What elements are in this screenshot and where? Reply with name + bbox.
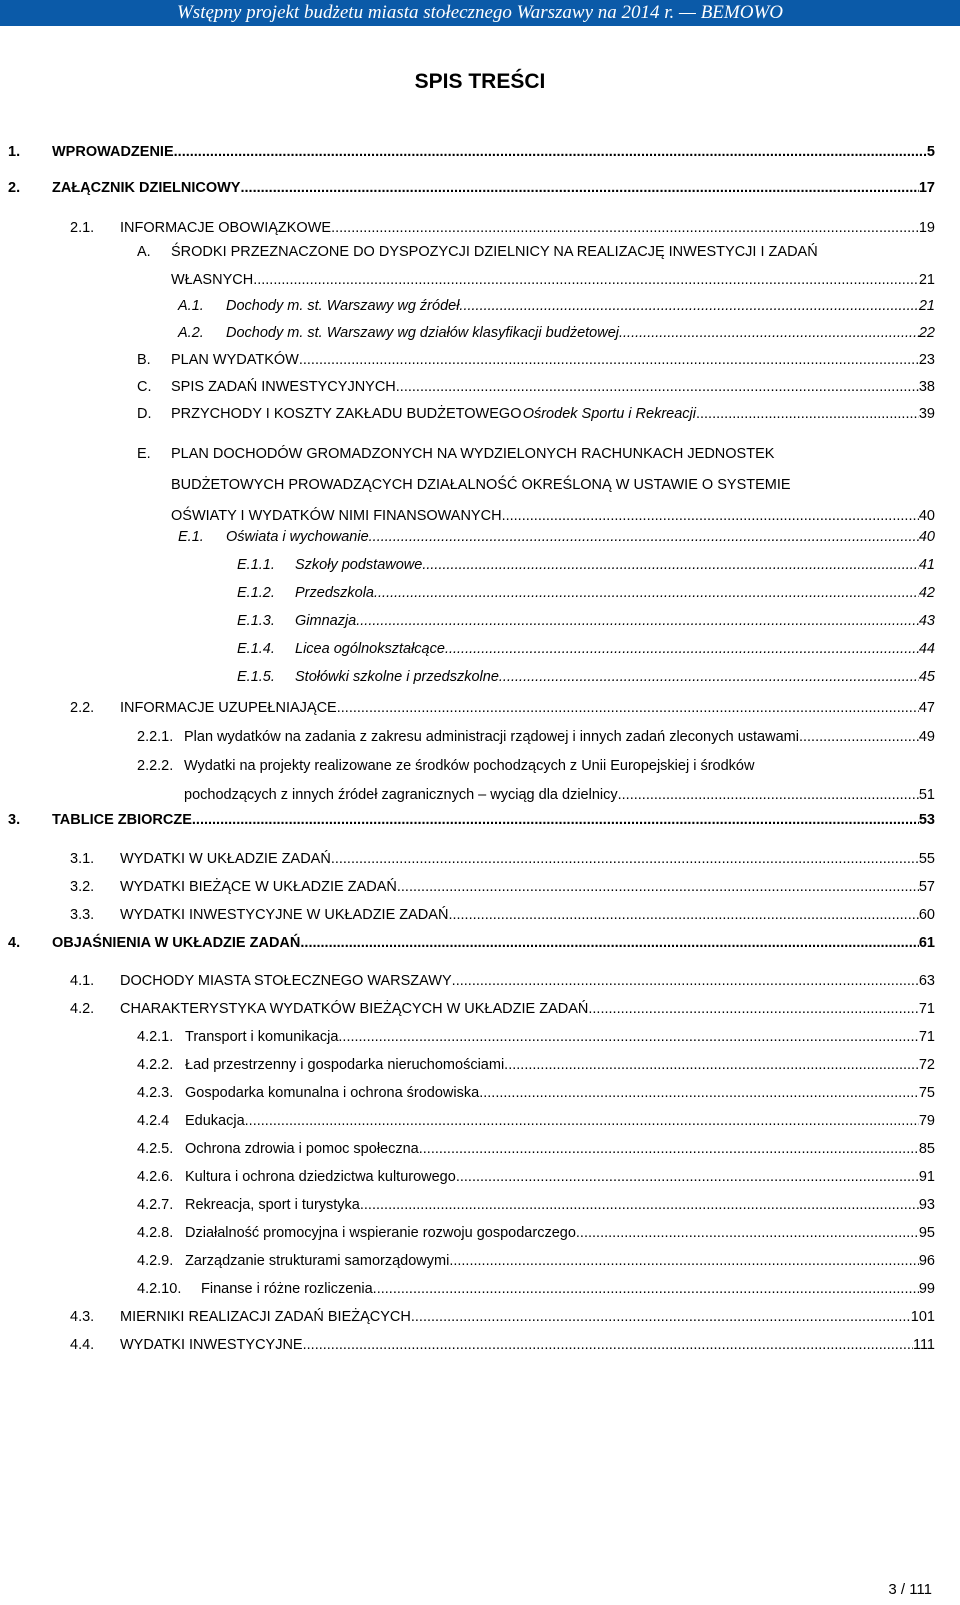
toc-leader <box>619 324 919 342</box>
toc-entry[interactable] <box>178 528 935 546</box>
toc-leader <box>696 405 919 423</box>
page-number: 3 / 111 <box>888 1581 932 1598</box>
toc-title: OBJAŚNIENIA W UKŁADZIE ZADAŃ <box>52 935 301 951</box>
toc-page: 21 <box>918 272 935 288</box>
toc-title: Edukacja <box>185 1113 245 1129</box>
toc-leader <box>374 584 919 602</box>
toc-page: 71 <box>918 1001 935 1017</box>
toc-leader <box>799 728 919 746</box>
toc-entry[interactable] <box>137 1112 935 1130</box>
toc-title: Licea ogólnokształcące <box>295 641 445 657</box>
toc-title: ZAŁĄCZNIK DZIELNICOWY <box>52 180 241 196</box>
toc-leader <box>337 699 919 717</box>
toc-title: Zarządzanie strukturami samorządowymi <box>185 1253 450 1269</box>
toc-entry[interactable] <box>8 143 935 161</box>
toc-leader <box>618 786 919 804</box>
toc-leader <box>338 1028 918 1046</box>
toc-leader <box>499 668 919 686</box>
toc-title: MIERNIKI REALIZACJI ZADAŃ BIEŻĄCYCH <box>120 1309 411 1325</box>
toc-entry[interactable] <box>137 243 935 289</box>
toc-number: 4.3. <box>70 1309 95 1325</box>
toc-number: 4.2. <box>70 1001 95 1017</box>
toc-entry[interactable] <box>137 1056 935 1074</box>
toc-title: WPROWADZENIE <box>52 144 174 160</box>
toc-page: 63 <box>918 973 935 989</box>
toc-title: PLAN WYDATKÓW <box>171 352 299 368</box>
toc-page: 49 <box>918 729 935 745</box>
toc-entry[interactable] <box>237 640 935 658</box>
toc-entry[interactable] <box>70 1308 935 1326</box>
toc-leader <box>419 1140 919 1158</box>
toc-title: Przedszkola <box>295 585 374 601</box>
toc-entry[interactable] <box>137 757 935 804</box>
toc-entry[interactable] <box>8 811 935 829</box>
toc-page: 44 <box>918 641 935 657</box>
toc-number: E.1. <box>178 529 204 545</box>
toc-page: 43 <box>918 613 935 629</box>
toc-title-cont: OŚWIATY I WYDATKÓW NIMI FINANSOWANYCH <box>171 508 502 524</box>
toc-page: 99 <box>918 1281 935 1297</box>
toc-leader <box>245 1112 919 1130</box>
toc-page: 5 <box>926 144 935 160</box>
toc-entry[interactable] <box>237 612 935 630</box>
toc-title: CHARAKTERYSTYKA WYDATKÓW BIEŻĄCYCH W UKŁADZIE ZADAŃ <box>120 1001 589 1017</box>
toc-leader <box>369 528 919 546</box>
toc-leader <box>588 1000 918 1018</box>
toc-title: Stołówki szkolne i przedszkolne <box>295 669 499 685</box>
toc-number: 4.2.6. <box>137 1169 174 1185</box>
toc-entry[interactable] <box>137 1028 935 1046</box>
toc-leader <box>397 878 919 896</box>
toc-leader <box>299 351 919 369</box>
toc-leader <box>445 640 919 658</box>
toc-entry[interactable] <box>70 850 935 868</box>
toc-number: B. <box>137 352 151 368</box>
toc-leader <box>576 1224 919 1242</box>
toc-page: 22 <box>918 325 935 341</box>
toc-number: 4.2.7. <box>137 1197 174 1213</box>
toc-number: 4.2.2. <box>137 1057 174 1073</box>
toc-leader <box>300 934 918 952</box>
toc-page: 47 <box>918 700 935 716</box>
toc-title: WYDATKI BIEŻĄCE W UKŁADZIE ZADAŃ <box>120 879 397 895</box>
toc-entry[interactable] <box>137 728 935 746</box>
toc-entry[interactable] <box>137 351 935 369</box>
toc-entry[interactable] <box>137 1252 935 1270</box>
toc-leader <box>331 850 919 868</box>
toc-number: E.1.1. <box>237 557 275 573</box>
toc-entry[interactable] <box>70 972 935 990</box>
toc-entry[interactable] <box>8 934 935 952</box>
toc-number: A.2. <box>178 325 204 341</box>
toc-page: 71 <box>918 1029 935 1045</box>
toc-page: 45 <box>918 669 935 685</box>
toc-entry[interactable] <box>70 1336 935 1354</box>
toc-leader <box>360 1196 919 1214</box>
toc-entry[interactable] <box>137 445 935 525</box>
toc-entry[interactable] <box>8 179 935 197</box>
toc-number: 3.1. <box>70 851 95 867</box>
toc-title: Dochody m. st. Warszawy wg działów klasyfikacji budżetowej <box>226 325 619 341</box>
toc-title: INFORMACJE UZUPEŁNIAJĄCE <box>120 700 337 716</box>
toc-title-em: Ośrodek Sportu i Rekreacji <box>522 406 696 422</box>
toc-title: TABLICE ZBIORCZE <box>52 812 192 828</box>
toc-number: 4. <box>8 935 21 951</box>
toc-leader <box>456 1168 919 1186</box>
toc-leader <box>479 1084 919 1102</box>
toc-number: A. <box>137 244 151 260</box>
toc-title: Szkoły podstawowe <box>295 557 423 573</box>
toc-title: Ochrona zdrowia i pomoc społeczna <box>185 1141 419 1157</box>
toc-page: 96 <box>918 1253 935 1269</box>
toc-page: 40 <box>918 508 935 524</box>
toc-page: 17 <box>918 180 935 196</box>
toc-leader <box>449 1252 919 1270</box>
toc-page: 79 <box>918 1113 935 1129</box>
toc-page: 85 <box>918 1141 935 1157</box>
toc-entry[interactable] <box>178 297 935 315</box>
toc-title: Gospodarka komunalna i ochrona środowiska <box>185 1085 480 1101</box>
toc-leader <box>373 1280 919 1298</box>
toc-page: 23 <box>918 352 935 368</box>
toc-title: DOCHODY MIASTA STOŁECZNEGO WARSZAWY <box>120 973 452 989</box>
toc-entry[interactable] <box>237 556 935 574</box>
toc-entry[interactable] <box>137 1084 935 1102</box>
toc-title-cont: BUDŻETOWYCH PROWADZĄCYCH DZIAŁALNOŚĆ OKREŚLONĄ W USTAWIE O SYSTEMIE <box>171 477 791 493</box>
toc-leader <box>253 271 919 289</box>
toc-title: Dochody m. st. Warszawy wg źródeł <box>226 298 460 314</box>
toc-entry[interactable] <box>137 405 935 423</box>
toc-number: C. <box>137 379 152 395</box>
toc-leader <box>192 811 919 829</box>
toc-page: 75 <box>918 1085 935 1101</box>
toc-number: E.1.3. <box>237 613 275 629</box>
toc-entry[interactable] <box>237 668 935 686</box>
toc-title: Działalność promocyjna i wspieranie rozwoju gospodarczego <box>185 1225 576 1241</box>
toc-entry[interactable] <box>137 1196 935 1214</box>
toc-entry[interactable] <box>137 1168 935 1186</box>
toc-number: 4.2.5. <box>137 1141 174 1157</box>
toc-number: 4.1. <box>70 973 95 989</box>
toc-entry[interactable] <box>70 699 935 717</box>
toc-number: 4.2.10. <box>137 1281 182 1297</box>
toc-page: 21 <box>918 298 935 314</box>
toc-number: E.1.2. <box>237 585 275 601</box>
toc-leader <box>452 972 919 990</box>
toc-page: 40 <box>918 529 935 545</box>
toc-title: Kultura i ochrona dziedzictwa kulturowego <box>185 1169 456 1185</box>
toc-title: Gimnazja <box>295 613 357 629</box>
toc-title: Ład przestrzenny i gospodarka nieruchomościami <box>185 1057 505 1073</box>
toc-number: A.1. <box>178 298 204 314</box>
toc-page: 39 <box>918 406 935 422</box>
toc-page: 41 <box>918 557 935 573</box>
toc-title: INFORMACJE OBOWIĄZKOWE <box>120 220 332 236</box>
toc-number: 4.2.3. <box>137 1085 174 1101</box>
toc-title: Oświata i wychowanie <box>226 529 369 545</box>
toc-title-cont: pochodzących z innych źródeł zagranicznych – wyciąg dla dzielnicy <box>184 787 618 803</box>
page-title: SPIS TREŚCI <box>414 70 546 93</box>
toc-number: 3.3. <box>70 907 95 923</box>
toc-title: WYDATKI INWESTYCYJNE <box>120 1337 303 1353</box>
toc-leader <box>331 219 919 237</box>
toc-page: 61 <box>918 935 935 951</box>
toc-page: 93 <box>918 1197 935 1213</box>
toc-leader <box>174 143 927 161</box>
toc-number: 4.2.4 <box>137 1113 170 1129</box>
toc-page: 51 <box>918 787 935 803</box>
toc-leader <box>356 612 919 630</box>
toc-number: 2.2. <box>70 700 95 716</box>
toc-leader <box>502 507 919 525</box>
running-header: Wstępny projekt budżetu miasta stołecznego Warszawy na 2014 r. — BEMOWO <box>176 2 783 23</box>
toc-title: SPIS ZADAŃ INWESTYCYJNYCH <box>171 379 396 395</box>
toc-entry[interactable] <box>70 219 935 237</box>
toc-number: E. <box>137 446 151 462</box>
toc-leader <box>504 1056 919 1074</box>
toc-leader <box>396 378 919 396</box>
toc-entry[interactable] <box>178 324 935 342</box>
toc-title: PRZYCHODY I KOSZTY ZAKŁADU BUDŻETOWEGO <box>171 406 522 422</box>
toc-title: Plan wydatków na zadania z zakresu administracji rządowej i innych zadań zleconych ustawami <box>184 729 799 745</box>
toc-entry[interactable] <box>70 906 935 924</box>
toc-number: E.1.4. <box>237 641 275 657</box>
toc-page: 53 <box>918 812 935 828</box>
toc-number: 2.2.2. <box>137 758 174 774</box>
toc-title: Transport i komunikacja <box>185 1029 339 1045</box>
toc-leader <box>459 297 918 315</box>
toc-leader <box>240 179 918 197</box>
toc-entry[interactable] <box>70 878 935 896</box>
toc-title: WYDATKI INWESTYCYJNE W UKŁADZIE ZADAŃ <box>120 907 449 923</box>
toc-title: Wydatki na projekty realizowane ze środków pochodzących z Unii Europejskiej i środków <box>184 758 755 774</box>
toc-entry[interactable] <box>237 584 935 602</box>
toc-page: 42 <box>918 585 935 601</box>
toc-number: 1. <box>8 144 21 160</box>
toc-page: 38 <box>918 379 935 395</box>
toc-entry[interactable] <box>137 1140 935 1158</box>
toc-number: 3. <box>8 812 21 828</box>
toc-page: 57 <box>918 879 935 895</box>
toc-page: 101 <box>910 1309 935 1325</box>
toc-title: Rekreacja, sport i turystyka <box>185 1197 360 1213</box>
toc-entry[interactable] <box>137 378 935 396</box>
toc-leader <box>411 1308 911 1326</box>
toc-number: 2. <box>8 180 21 196</box>
toc-leader <box>303 1336 913 1354</box>
toc-number: 4.2.9. <box>137 1253 174 1269</box>
toc-entry[interactable] <box>70 1000 935 1018</box>
toc-number: D. <box>137 406 152 422</box>
toc-number: 2.2.1. <box>137 729 174 745</box>
toc-title: ŚRODKI PRZEZNACZONE DO DYSPOZYCJI DZIELNICY NA REALIZACJĘ INWESTYCJI I ZADAŃ <box>171 244 818 260</box>
toc-leader <box>448 906 918 924</box>
toc-leader <box>422 556 919 574</box>
toc-page: 91 <box>918 1169 935 1185</box>
toc-page: 19 <box>918 220 935 236</box>
toc-page: 55 <box>918 851 935 867</box>
toc-number: 3.2. <box>70 879 95 895</box>
toc-page: 95 <box>918 1225 935 1241</box>
toc-page: 72 <box>918 1057 935 1073</box>
toc-entry[interactable] <box>137 1280 935 1298</box>
toc-number: E.1.5. <box>237 669 275 685</box>
toc-title: PLAN DOCHODÓW GROMADZONYCH NA WYDZIELONYCH RACHUNKACH JEDNOSTEK <box>171 446 775 462</box>
toc-page: 111 <box>912 1337 935 1353</box>
toc-title-cont: WŁASNYCH <box>171 272 254 288</box>
toc-entry[interactable] <box>137 1224 935 1242</box>
toc-title: WYDATKI W UKŁADZIE ZADAŃ <box>120 851 331 867</box>
toc-number: 4.2.1. <box>137 1029 174 1045</box>
toc-number: 4.2.8. <box>137 1225 174 1241</box>
toc-title: Finanse i różne rozliczenia <box>201 1281 373 1297</box>
toc-page: 60 <box>918 907 935 923</box>
toc-number: 4.4. <box>70 1337 95 1353</box>
toc-number: 2.1. <box>70 220 95 236</box>
